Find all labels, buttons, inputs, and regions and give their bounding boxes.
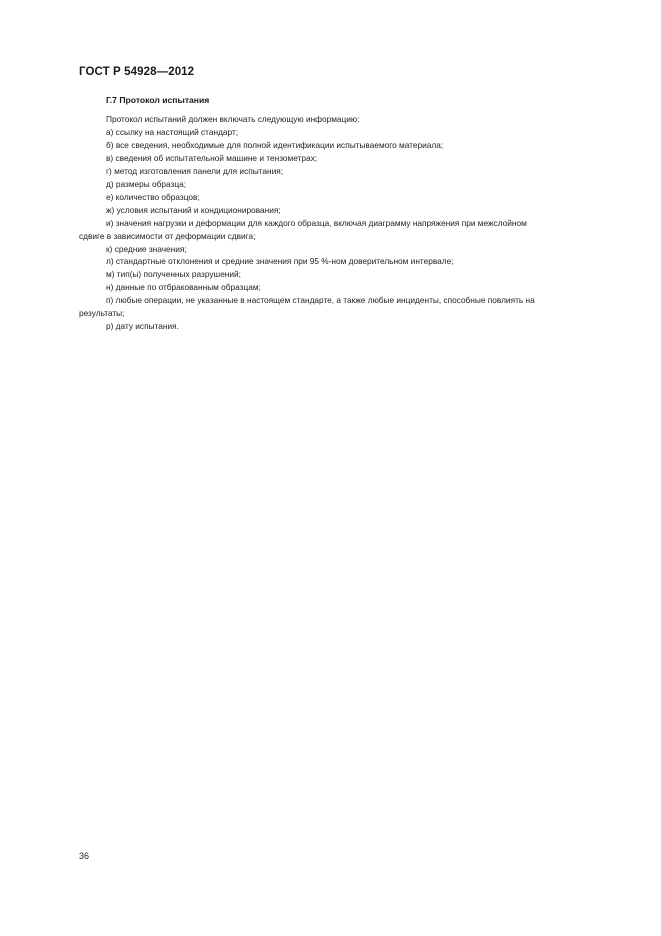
list-item-first-line: п) любые операции, не указанные в настоящем стандарте, а также любые инциденты, способные повлиять на	[106, 295, 535, 306]
list-item: а) ссылку на настоящий стандарт;	[106, 126, 239, 137]
document-header: ГОСТ Р 54928—2012	[79, 66, 195, 78]
section-title: Г.7 Протокол испытания	[106, 95, 210, 105]
list-item: л) стандартные отклонения и средние значения при 95 %-ном доверительном интервале;	[106, 256, 454, 267]
list-item: н) данные по отбракованным образцам;	[106, 282, 261, 293]
document-body	[79, 113, 585, 333]
list-item: е) количество образцов;	[106, 191, 200, 202]
list-item: б) все сведения, необходимые для полной идентификации испытываемого материала;	[106, 139, 444, 150]
list-item: г) метод изготовления панели для испытания;	[106, 165, 284, 176]
list-item-first-line: и) значения нагрузки и деформации для каждого образца, включая диаграмму напряжения при межслойном	[106, 217, 527, 228]
list-item: д) размеры образца;	[106, 178, 187, 189]
page-number: 36	[79, 851, 90, 861]
intro-paragraph: Протокол испытаний должен включать следующую информацию:	[106, 114, 360, 124]
list-item: р) дату испытания.	[106, 321, 179, 332]
list-item: м) тип(ы) полученных разрушений;	[106, 269, 241, 280]
list-item: к) средние значения;	[106, 243, 187, 254]
list-item: в) сведения об испытательной машине и тензометрах;	[106, 152, 318, 163]
list-item: ж) условия испытаний и кондиционирования;	[106, 204, 281, 215]
list-item-continuation: результаты;	[79, 308, 125, 319]
list-item-continuation: сдвиге в зависимости от деформации сдвига;	[79, 230, 256, 241]
